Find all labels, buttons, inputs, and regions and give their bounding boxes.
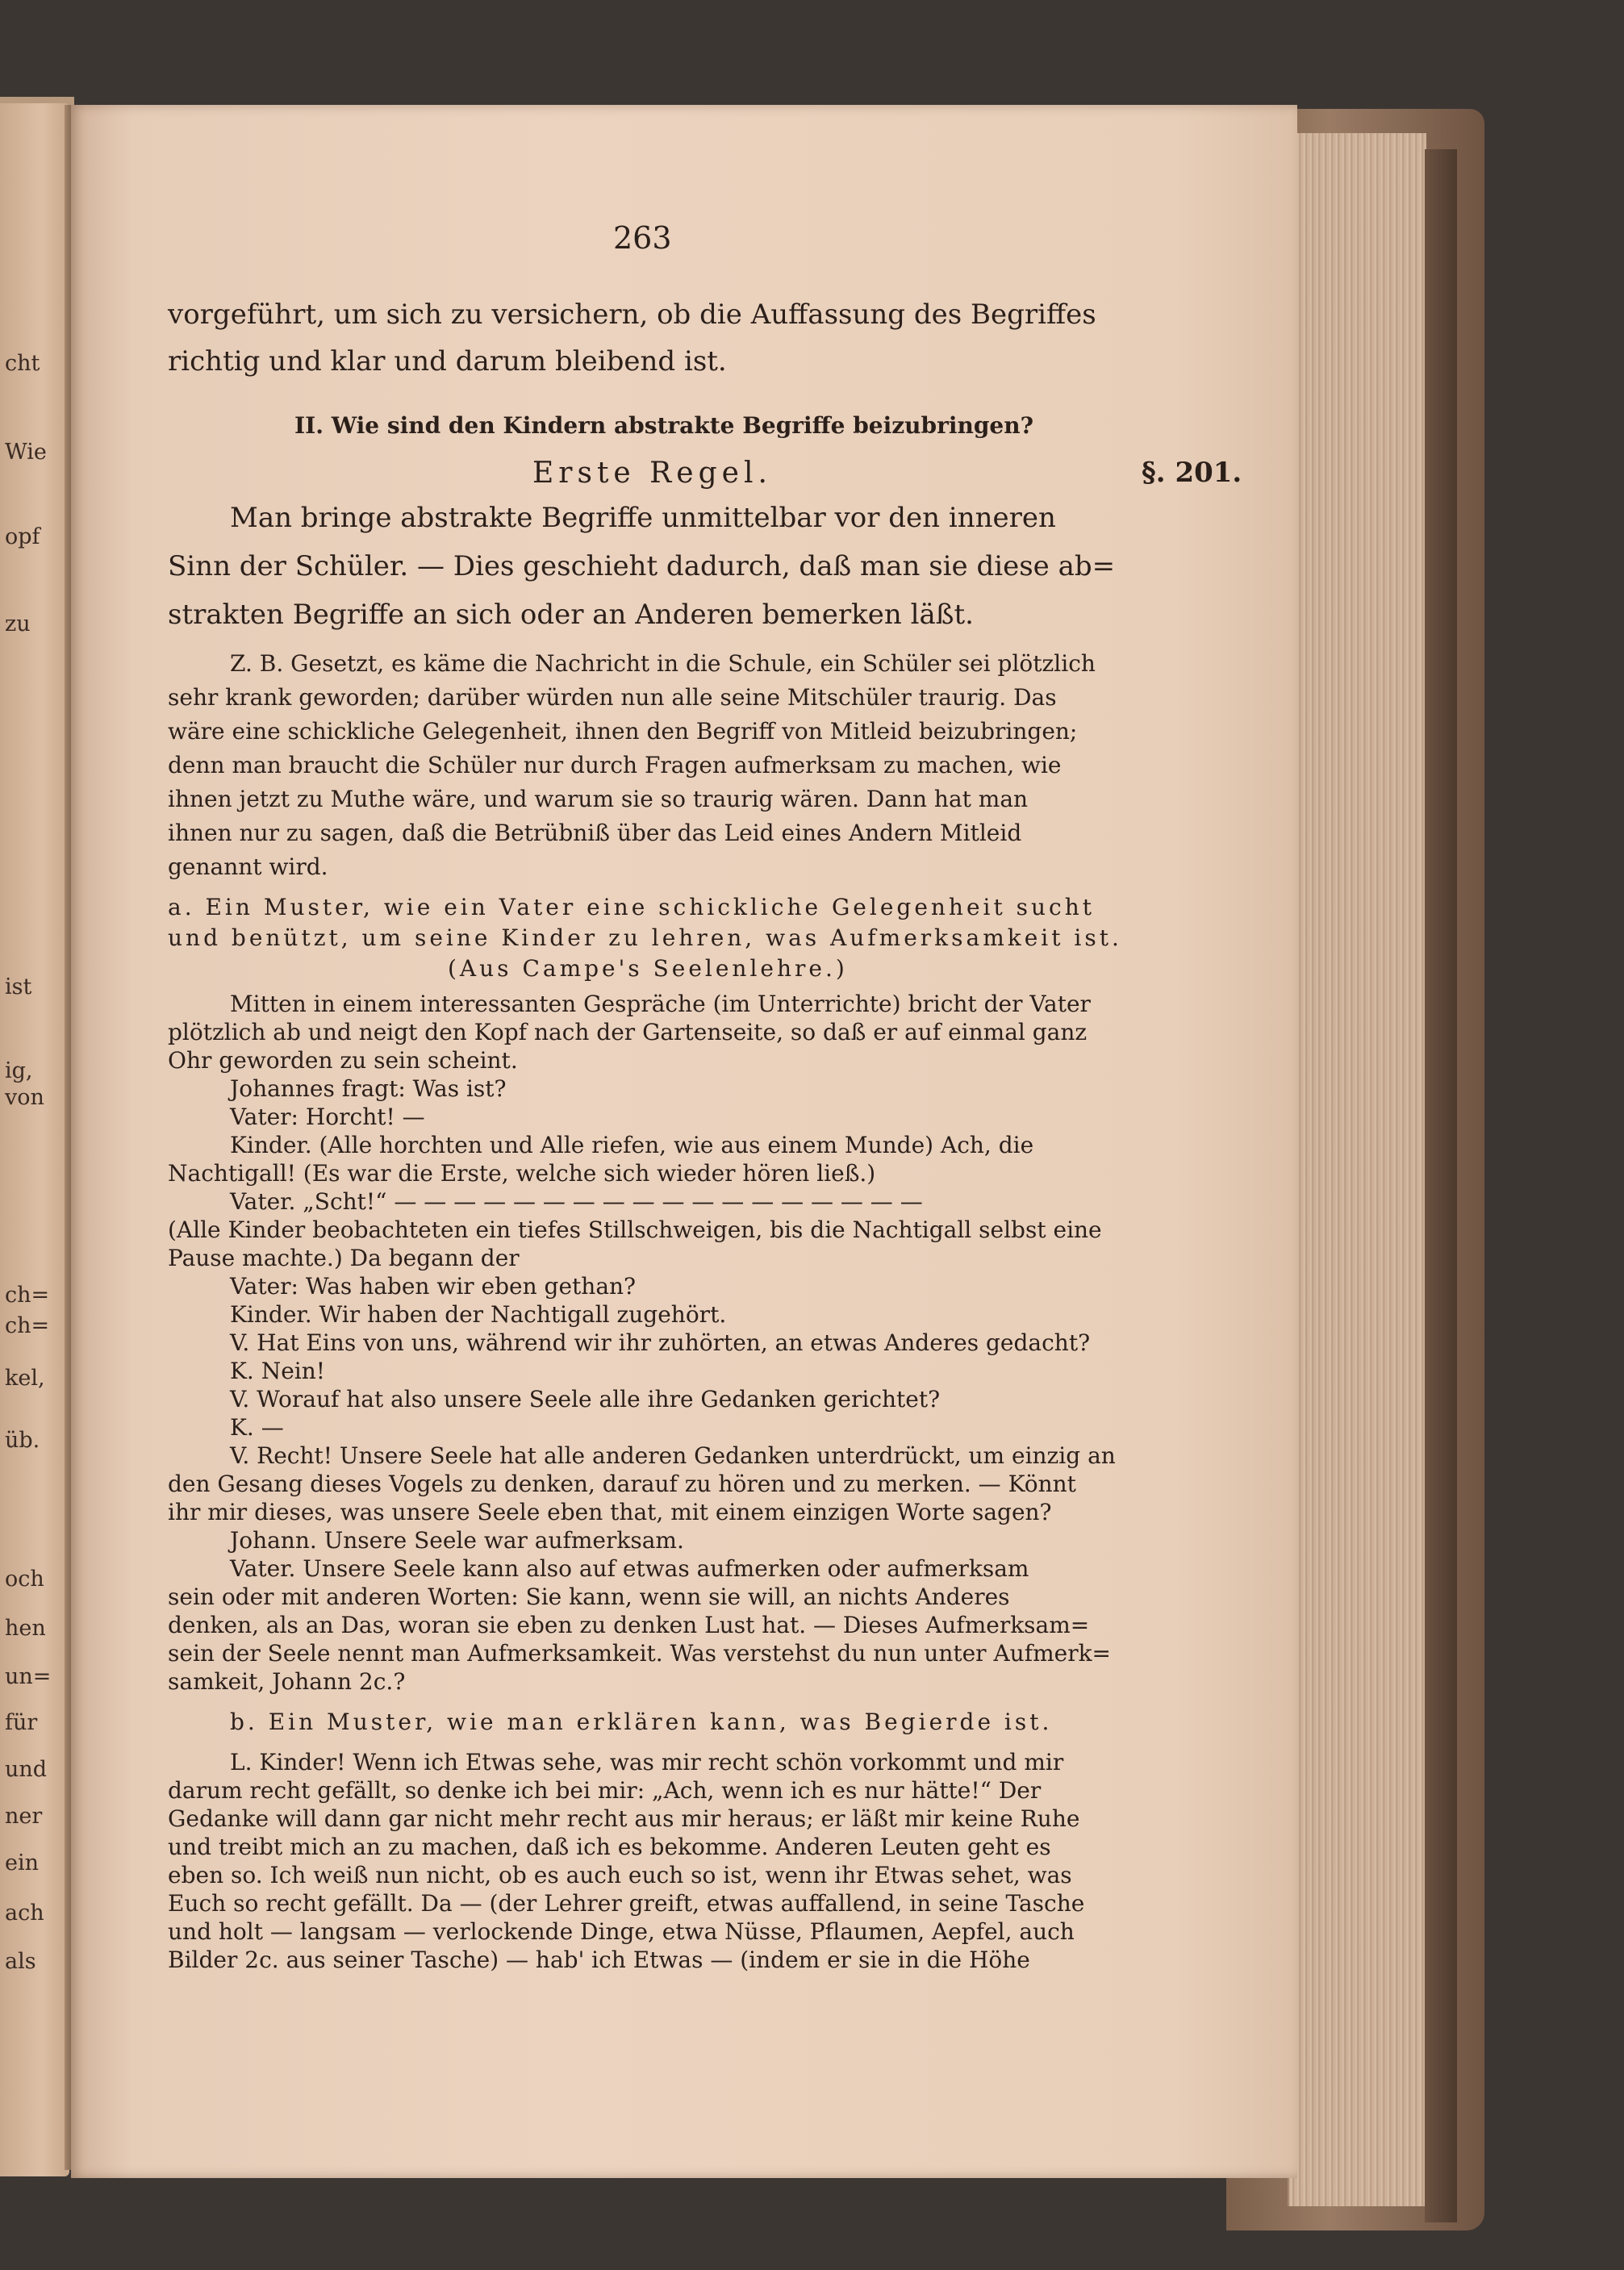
dialogue-line: V. Worauf hat also unsere Seele alle ihre Gedanken gerichtet? — [230, 1386, 941, 1412]
left-fragment: opf — [5, 524, 40, 549]
rule-line: Sinn der Schüler. — Dies geschieht dadurch, daß man sie diese ab= — [168, 550, 1116, 582]
left-fragment: hen — [5, 1616, 46, 1641]
left-fragment: ach — [5, 1901, 44, 1926]
left-fragment: als — [5, 1949, 36, 1974]
example-line: genannt wird. — [168, 853, 328, 880]
left-fragment: och — [5, 1567, 44, 1592]
dialogue-line: samkeit, Johann 2c.? — [168, 1668, 406, 1695]
dialogue-line: sein der Seele nennt man Aufmerksamkeit. Was verstehst du nun unter Aufmerk= — [168, 1640, 1112, 1667]
dialogue-line: Vater: Was haben wir eben gethan? — [230, 1273, 637, 1300]
left-fragment: ist — [5, 974, 32, 999]
dialogue-line: Pause machte.) Da begann der — [168, 1245, 520, 1271]
left-fragment: cht — [5, 351, 40, 376]
dialogue-line: Kinder. (Alle horchten und Alle riefen, wie aus einem Munde) Ach, die — [230, 1132, 1034, 1158]
page-edges-shadow — [1425, 149, 1457, 2222]
section-a-title: a. Ein Muster, wie ein Vater eine schickliche Gelegenheit sucht — [168, 894, 1096, 920]
left-fragment: zu — [5, 611, 31, 636]
example-line: ihnen nur zu sagen, daß die Betrübniß über das Leid eines Andern Mitleid — [168, 820, 1022, 846]
dialogue-line: Ohr geworden zu sein scheint. — [168, 1047, 518, 1074]
left-fragment: ein — [5, 1851, 40, 1876]
example-line: denn man braucht die Schüler nur durch Fragen aufmerksam zu machen, wie — [168, 752, 1062, 778]
dialogue-line: Vater: Horcht! — — [230, 1104, 425, 1130]
section-b-line: Gedanke will dann gar nicht mehr recht aus mir heraus; er läßt mir keine Ruhe — [168, 1805, 1080, 1832]
section-b-line: Euch so recht gefällt. Da — (der Lehrer greift, etwas auffallend, in seine Tasche — [168, 1890, 1085, 1917]
rule-title: Erste Regel. — [532, 457, 772, 490]
section-mark: §. 201. — [1142, 457, 1242, 489]
intro-line: vorgeführt, um sich zu versichern, ob die Auffassung des Begriffes — [168, 298, 1096, 331]
dialogue-line: ihr mir dieses, was unsere Seele eben that, mit einem einzigen Worte sagen? — [168, 1499, 1052, 1525]
left-fragment: ch= — [5, 1313, 50, 1338]
page-number: 263 — [613, 220, 672, 256]
left-fragment: von — [5, 1085, 44, 1110]
left-fragment: Wie — [5, 440, 47, 465]
dialogue-line: Mitten in einem interessanten Gespräche (im Unterrichte) bricht der Vater — [230, 991, 1091, 1017]
left-fragment: üb. — [5, 1428, 40, 1453]
section-b-line: und treibt mich an zu machen, daß ich es bekomme. Anderen Leuten geht es — [168, 1834, 1051, 1860]
dialogue-line: K. Nein! — [230, 1358, 326, 1384]
section-b-line: darum recht gefällt, so denke ich bei mir: „Ach, wenn ich es nur hätte!“ Der — [168, 1777, 1042, 1804]
page-edges — [1288, 133, 1426, 2206]
intro-line: richtig und klar und darum bleibend ist. — [168, 345, 727, 378]
rule-line: strakten Begriffe an sich oder an Anderen bemerken läßt. — [168, 599, 974, 631]
section-b-line: L. Kinder! Wenn ich Etwas sehe, was mir recht schön vorkommt und mir — [230, 1749, 1064, 1776]
dialogue-line: plötzlich ab und neigt den Kopf nach der Gartenseite, so daß er auf einmal ganz — [168, 1019, 1088, 1045]
dialogue-line: Johann. Unsere Seele war aufmerksam. — [230, 1527, 684, 1554]
left-fragment: kel, — [5, 1366, 45, 1391]
dialogue-line: Nachtigall! (Es war die Erste, welche sich wieder hören ließ.) — [168, 1160, 876, 1187]
dialogue-line: den Gesang dieses Vogels zu denken, darauf zu hören und zu merken. — Könnt — [168, 1471, 1076, 1497]
section-heading: II. Wie sind den Kindern abstrakte Begriffe beizubringen? — [294, 412, 1033, 439]
left-fragment: für — [5, 1710, 38, 1735]
left-fragment: ig, — [5, 1058, 33, 1083]
dialogue-line: K. — — [230, 1414, 284, 1441]
left-fragment: ch= — [5, 1283, 50, 1308]
dialogue-line: V. Hat Eins von uns, während wir ihr zuhörten, an etwas Anderes gedacht? — [230, 1329, 1091, 1356]
dialogue-line: sein oder mit anderen Worten: Sie kann, wenn sie will, an nichts Anderes — [168, 1584, 1010, 1610]
section-b-line: Bilder 2c. aus seiner Tasche) — hab' ich Etwas — (indem er sie in die Höhe — [168, 1947, 1030, 1973]
dialogue-line: Johannes fragt: Was ist? — [230, 1075, 507, 1102]
section-b-line: eben so. Ich weiß nun nicht, ob es auch euch so ist, wenn ihr Etwas sehet, was — [168, 1862, 1072, 1888]
left-fragment: un= — [5, 1664, 52, 1689]
dialogue-line: V. Recht! Unsere Seele hat alle anderen Gedanken unterdrückt, um einzig an — [230, 1442, 1116, 1469]
rule-line: Man bringe abstrakte Begriffe unmittelbar vor den inneren — [230, 502, 1056, 534]
section-a-source: (Aus Campe's Seelenlehre.) — [448, 955, 848, 982]
section-a-title: und benützt, um seine Kinder zu lehren, was Aufmerksamkeit ist. — [168, 924, 1122, 951]
dialogue-line: Vater. „Scht!“ — — — — — — — — — — — — — — — — — — — [230, 1188, 923, 1215]
dialogue-line: Kinder. Wir haben der Nachtigall zugehört. — [230, 1301, 727, 1328]
dialogue-line: (Alle Kinder beobachteten ein tiefes Stillschweigen, bis die Nachtigall selbst eine — [168, 1216, 1102, 1243]
example-line: ihnen jetzt zu Muthe wäre, und warum sie so traurig wären. Dann hat man — [168, 786, 1029, 812]
left-fragment: und — [5, 1757, 48, 1782]
left-fragment: ner — [5, 1804, 43, 1829]
dialogue-line: Vater. Unsere Seele kann also auf etwas aufmerken oder aufmerksam — [230, 1555, 1029, 1582]
section-b-title: b. Ein Muster, wie man erklären kann, was Begierde ist. — [230, 1709, 1053, 1735]
dialogue-line: denken, als an Das, woran sie eben zu denken Lust hat. — Dieses Aufmerksam= — [168, 1612, 1090, 1638]
example-line: wäre eine schickliche Gelegenheit, ihnen den Begriff von Mitleid beizubringen; — [168, 718, 1078, 745]
example-line: Z. B. Gesetzt, es käme die Nachricht in die Schule, ein Schüler sei plötzlich — [230, 650, 1096, 677]
section-b-line: und holt — langsam — verlockende Dinge, etwa Nüsse, Pflaumen, Aepfel, auch — [168, 1918, 1075, 1945]
example-line: sehr krank geworden; darüber würden nun alle seine Mitschüler traurig. Das — [168, 684, 1057, 711]
